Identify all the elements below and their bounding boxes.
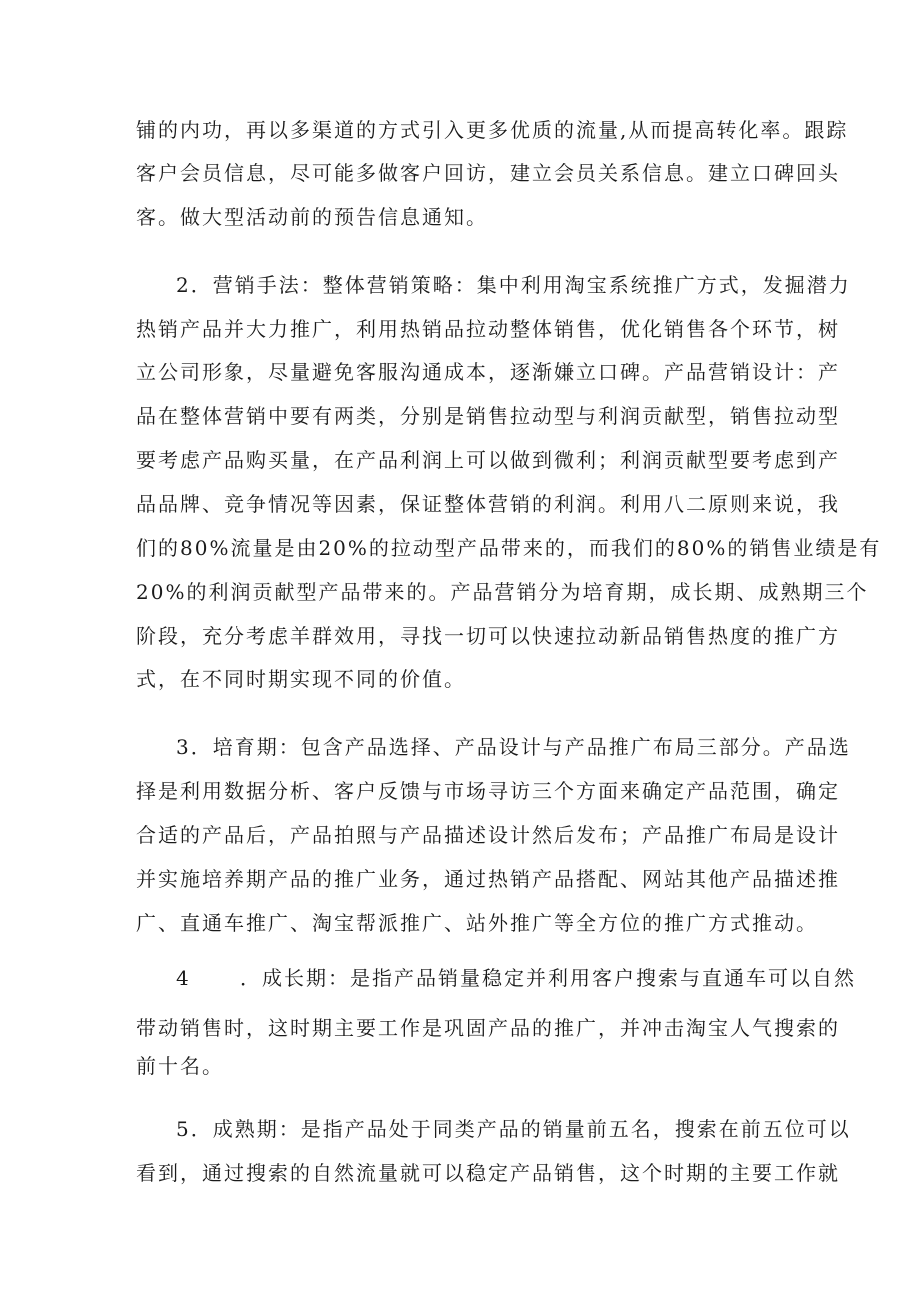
paragraph-2-line-9: 阶段，充分考虑羊群效用，寻找一切可以快速拉动新品销售热度的推广方 [136,624,840,648]
paragraph-2-line-3: 立公司形象，尽量避免客服沟通成本，逐渐嫌立口碑。产品营销设计：产 [136,360,840,384]
paragraph-2-line-6: 品品牌、竞争情况等因素，保证整体营销的利润。利用八二原则来说，我 [136,492,840,516]
paragraph-5-line-1: 5．成熟期：是指产品处于同类产品的销量前五名，搜索在前五位可以 [176,1117,851,1141]
paragraph-2-line-5: 要考虑产品购买量，在产品利润上可以做到微利；利润贡献型要考虑到产 [136,448,840,472]
paragraph-3-line-5: 广、直通车推广、淘宝帮派推广、站外推广等全方位的推广方式推动。 [136,911,818,935]
paragraph-3-line-2: 择是利用数据分析、客户反馈与市场寻访三个方面来确定产品范围，确定 [136,779,840,803]
paragraph-1-line-3: 客。做大型活动前的预告信息通知。 [136,205,488,229]
paragraph-2-line-1: 2．营销手法：整体营销策略：集中利用淘宝系统推广方式，发掘潜力 [176,273,851,297]
paragraph-4-line-3: 前十名。 [136,1054,224,1078]
paragraph-3-line-4: 并实施培养期产品的推广业务，通过热销产品搭配、网站其他产品描述推 [136,867,840,891]
paragraph-2-line-2: 热销产品并大力推广，利用热销品拉动整体销售，优化销售各个环节，树 [136,317,840,341]
paragraph-5-line-2: 看到，通过搜索的自然流量就可以稳定产品销售，这个时期的主要工作就 [136,1161,840,1185]
paragraph-2-line-7: 们的80%流量是由20%的拉动型产品带来的，而我们的80%的销售业绩是有 [136,536,882,560]
paragraph-3-line-3: 合适的产品后，产品拍照与产品描述设计然后发布；产品推广布局是设计 [136,823,840,847]
paragraph-2-line-10: 式，在不同时期实现不同的价值。 [136,667,466,691]
paragraph-2-line-4: 品在整体营销中要有两类，分别是销售拉动型与利润贡献型，销售拉动型 [136,404,840,428]
paragraph-4-number: 4 [176,966,189,990]
paragraph-1-line-1: 铺的内功，再以多渠道的方式引入更多优质的流量,从而提高转化率。跟踪 [136,118,849,142]
paragraph-2-line-8: 20%的利润贡献型产品带来的。产品营销分为培育期，成长期、成熟期三个 [136,580,869,604]
paragraph-1-line-2: 客户会员信息，尽可能多做客户回访，建立会员关系信息。建立口碑回头 [136,161,840,185]
paragraph-3-line-1: 3．培育期：包含产品选择、产品设计与产品推广布局三部分。产品选 [176,735,851,759]
paragraph-4-line-2: 带动销售时，这时期主要工作是巩固产品的推广，并冲击淘宝人气搜索的 [136,1016,840,1040]
paragraph-4-line-1: ．成长期：是指产品销量稳定并利用客户搜索与直通车可以自然 [240,966,856,990]
